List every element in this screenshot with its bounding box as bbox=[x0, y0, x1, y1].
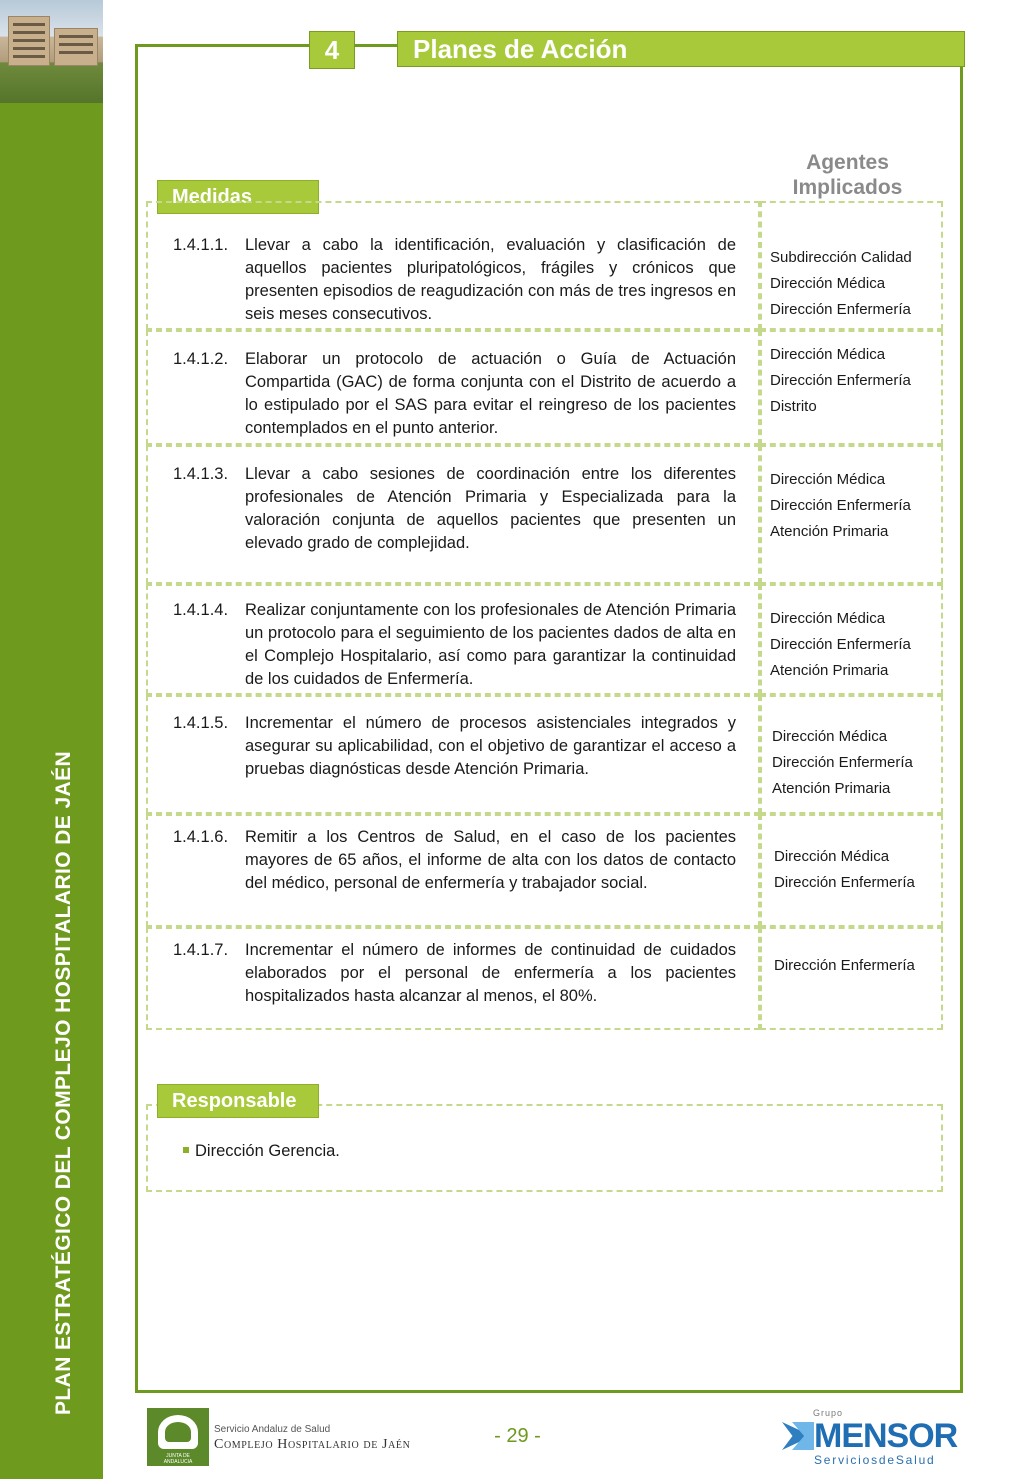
agents-cell bbox=[760, 445, 943, 584]
measure-text: Incrementar el número de procesos asistenciales integrados y asegurar su aplicabilidad, con el objetivo de garantizar el acceso a pruebas diagnósticas desde Atención Primaria. bbox=[245, 714, 736, 778]
agent-item: Dirección Enfermería bbox=[770, 636, 911, 653]
agent-item: Dirección Enfermería bbox=[772, 754, 913, 771]
agent-item: Distrito bbox=[770, 398, 817, 415]
measure-cell bbox=[146, 330, 760, 445]
agents-cell bbox=[760, 330, 943, 445]
sidebar bbox=[0, 0, 103, 1479]
agents-cell bbox=[760, 584, 943, 695]
org-name-line1: Servicio Andaluz de Salud bbox=[214, 1424, 331, 1435]
measure-number: 1.4.1.7. bbox=[173, 941, 229, 959]
measure-text: Llevar a cabo sesiones de coordinación entre los diferentes profesionales de Atención Primaria y Especializada para la valoración conjunta de aquellos pacientes que presenten un elevado grado de complejidad. bbox=[245, 465, 736, 552]
measure-number: 1.4.1.4. bbox=[173, 601, 229, 619]
measure-number: 1.4.1.5. bbox=[173, 714, 229, 732]
agent-item: Dirección Médica bbox=[772, 728, 888, 745]
agent-list bbox=[770, 245, 912, 323]
agent-item: Dirección Médica bbox=[774, 848, 890, 865]
org-name-line2: Complejo Hospitalario de Jaén bbox=[214, 1437, 411, 1452]
agent-item: Dirección Médica bbox=[770, 610, 886, 627]
agent-list bbox=[774, 953, 915, 979]
responsible-label: Responsable bbox=[157, 1084, 319, 1118]
agents-cell bbox=[760, 927, 943, 1030]
agent-item: Dirección Médica bbox=[770, 275, 886, 292]
agent-list bbox=[770, 342, 911, 420]
measure-cell bbox=[146, 695, 760, 814]
measure-number: 1.4.1.6. bbox=[173, 828, 229, 846]
agent-item: Dirección Enfermería bbox=[770, 301, 911, 318]
chapter-number: 4 bbox=[309, 31, 355, 69]
agents-label: Agentes Implicados bbox=[792, 151, 903, 199]
measure-number: 1.4.1.3. bbox=[173, 465, 229, 483]
page-number: - 29 - bbox=[494, 1425, 541, 1447]
agent-item: Atención Primaria bbox=[770, 662, 889, 679]
agent-list bbox=[770, 467, 911, 545]
measure-number: 1.4.1.1. bbox=[173, 236, 229, 254]
agents-cell bbox=[760, 201, 943, 330]
agent-item: Atención Primaria bbox=[770, 523, 889, 540]
logo-caption: JUNTA DE ANDALUCIA bbox=[163, 1453, 193, 1465]
agent-list bbox=[772, 724, 913, 802]
measure-text: Remitir a los Centros de Salud, en el caso de los pacientes mayores de 65 años, el informe de alta con los datos de contacto del médico, personal de enfermería y trabajador social. bbox=[245, 828, 736, 892]
measure-cell bbox=[146, 201, 760, 330]
junta-andalucia-logo bbox=[147, 1408, 209, 1466]
agents-cell bbox=[760, 814, 943, 927]
brand-name: MENSOR bbox=[814, 1417, 958, 1455]
measures-label: Medidas bbox=[157, 180, 319, 214]
measure-text: Realizar conjuntamente con los profesionales de Atención Primaria un protocolo para el seguimiento de los pacientes dados de alta en el Complejo Hospitalario, así como para garantizar la continuidad de los cuidados de Enfermería. bbox=[245, 601, 736, 688]
responsible-text: Dirección Gerencia. bbox=[195, 1142, 340, 1160]
mensor-logo bbox=[782, 1408, 957, 1468]
agent-item: Subdirección Calidad bbox=[770, 249, 912, 266]
agent-item: Dirección Enfermería bbox=[774, 874, 915, 891]
measure-cell bbox=[146, 584, 760, 695]
measure-text: Incrementar el número de informes de continuidad de cuidados elaborados por el personal de enfermería a los pacientes hospitalizados hasta alcanzar al menos, el 80%. bbox=[245, 941, 736, 1005]
measure-cell bbox=[146, 927, 760, 1030]
measures-table bbox=[146, 201, 943, 1030]
measure-number: 1.4.1.2. bbox=[173, 350, 229, 368]
measure-text: Elaborar un protocolo de actuación o Guía de Actuación Compartida (GAC) de forma conjunta con el Distrito de acuerdo a lo estipulado por el SAS para evitar el reingreso de los pacientes contemplados en el punto anterior. bbox=[245, 350, 736, 437]
agent-item: Dirección Médica bbox=[770, 346, 886, 363]
brand-subtitle: ServiciosdeSalud bbox=[814, 1453, 936, 1467]
agent-item: Dirección Médica bbox=[770, 471, 886, 488]
bullet-icon bbox=[183, 1147, 189, 1153]
measure-cell bbox=[146, 445, 760, 584]
document-title-vertical: PLAN ESTRATÉGICO DEL COMPLEJO HOSPITALARIO DE JAÉN bbox=[52, 750, 75, 1415]
agent-item: Dirección Enfermería bbox=[770, 497, 911, 514]
agent-item: Dirección Enfermería bbox=[774, 957, 915, 974]
responsible-item bbox=[183, 1140, 340, 1163]
brand-group: Grupo bbox=[813, 1408, 844, 1418]
agent-item: Atención Primaria bbox=[772, 780, 891, 797]
agent-list bbox=[774, 844, 915, 896]
agents-cell bbox=[760, 695, 943, 814]
chapter-title: Planes de Acción bbox=[397, 31, 965, 67]
agent-item: Dirección Enfermería bbox=[770, 372, 911, 389]
agent-list bbox=[770, 606, 911, 684]
measure-cell bbox=[146, 814, 760, 927]
hospital-photo bbox=[0, 0, 103, 103]
measure-text: Llevar a cabo la identificación, evaluación y clasificación de aquellos pacientes pluripatológicos, frágiles y crónicos que presenten episodios de reagudización con más de tres ingresos en seis meses consecutivos. bbox=[245, 236, 736, 323]
